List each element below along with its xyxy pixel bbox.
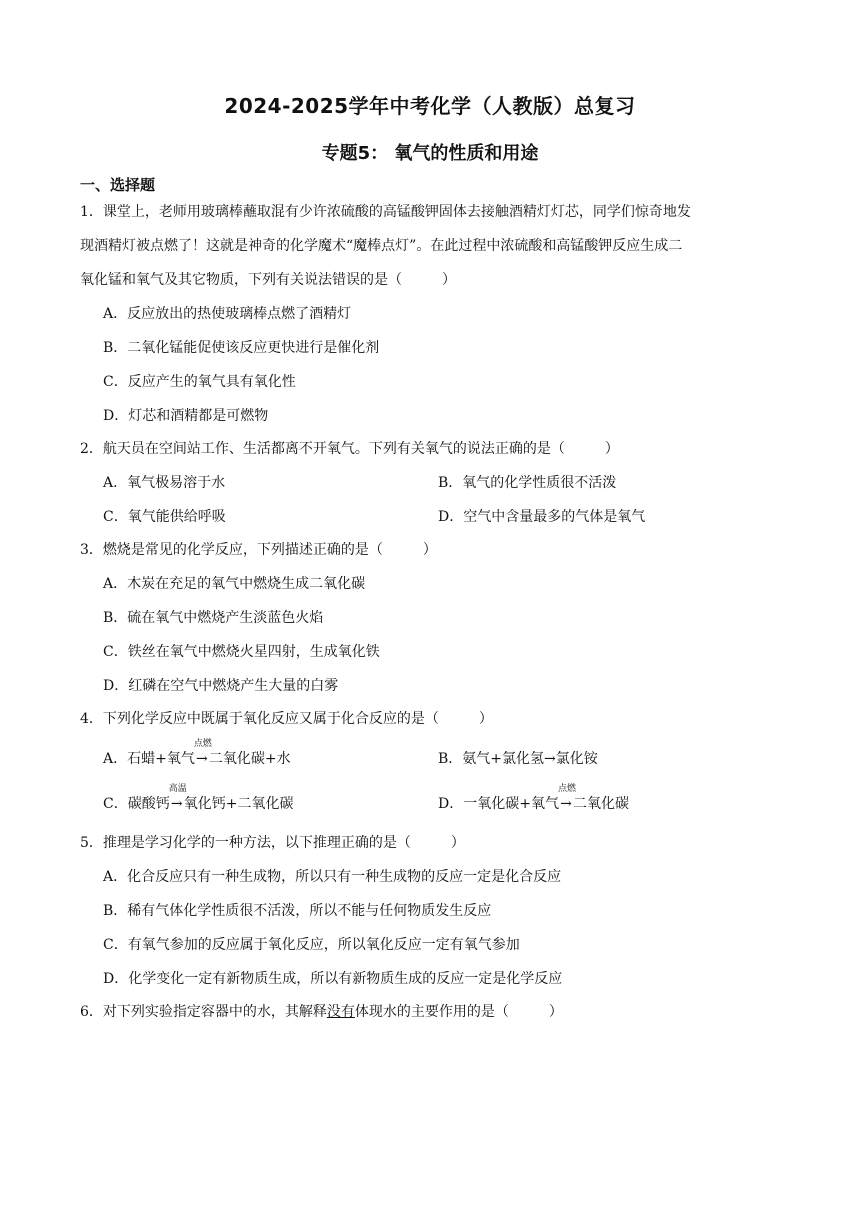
reaction-condition: 点燃 — [557, 784, 576, 794]
q4-a-reactants: A．石蜡+氧气 — [103, 751, 195, 767]
arrow-glyph: → — [560, 796, 572, 812]
q1-option-b: B．二氧化锰能促使该反应更快进行是催化剂 — [103, 340, 380, 356]
q3-option-a: A．木炭在充足的氧气中燃烧生成二氧化碳 — [103, 576, 366, 592]
q3-close-paren: ） — [422, 542, 437, 558]
q2-option-a: A．氧气极易溶于水 — [103, 475, 226, 491]
page-subtitle: 专题5： 氧气的性质和用途 — [321, 143, 539, 164]
q1-stem-line3 — [80, 270, 456, 290]
page-title: 2024-2025学年中考化学（人教版）总复习 — [224, 94, 636, 118]
q1-close-paren: ） — [442, 272, 456, 288]
q3-option-d: D．红磷在空气中燃烧产生大量的白雾 — [103, 678, 339, 694]
reaction-arrow — [193, 739, 212, 769]
q4-close-paren: ） — [478, 711, 493, 727]
arrow-glyph: → — [170, 796, 183, 812]
q3-stem-text: 3．燃烧是常见的化学反应，下列描述正确的是（ — [80, 542, 383, 558]
q2-option-c: C．氧气能供给呼吸 — [103, 509, 226, 525]
reaction-arrow — [168, 784, 187, 814]
q4-c-products: 氧化钙+二氧化碳 — [183, 796, 294, 812]
q4-d-products: 二氧化碳 — [572, 796, 629, 812]
q5-close-paren: ） — [450, 835, 465, 851]
q2-option-d: D．空气中含量最多的气体是氧气 — [438, 509, 646, 525]
q2-stem — [80, 439, 619, 459]
q3-option-c: C．铁丝在氧气中燃烧火星四射，生成氧化铁 — [103, 644, 380, 660]
q4-c-reactants: C．碳酸钙 — [103, 796, 170, 812]
q6-stem-text: 6．对下列实验指定容器中的水，其解释 — [80, 1004, 327, 1020]
q4-option-a — [103, 739, 291, 769]
reaction-condition: 高温 — [168, 784, 187, 794]
q6-stem-text-end: 体现水的主要作用的是（ — [354, 1004, 509, 1020]
q6-stem — [80, 1002, 563, 1022]
q5-stem — [80, 833, 465, 853]
q6-underlined-word: 没有 — [326, 1004, 355, 1020]
q4-a-products: 二氧化碳+水 — [208, 751, 291, 767]
q4-stem-text: 4．下列化学反应中既属于氧化反应又属于化合反应的是（ — [80, 711, 439, 727]
q3-stem — [80, 540, 437, 560]
q4-option-c — [103, 784, 294, 814]
q1-stem-line2: 现酒精灯被点燃了！这就是神奇的化学魔术“魔棒点灯”。在此过程中浓硫酸和高锰酸钾反应生成二 — [80, 238, 683, 254]
q4-option-d — [438, 784, 629, 814]
reaction-arrow — [557, 784, 576, 814]
q4-d-reactants: D．一氧化碳+氧气 — [438, 796, 559, 812]
q1-stem-line1: 1．课堂上，老师用玻璃棒蘸取混有少许浓硫酸的高锰酸钾固体去接触酒精灯灯芯，同学们惊奇地发 — [80, 204, 691, 220]
q2-stem-text: 2．航天员在空间站工作、生活都离不开氧气。下列有关氧气的说法正确的是（ — [80, 441, 565, 457]
q1-stem-text: 氧化锰和氧气及其它物质，下列有关说法错误的是（ — [80, 272, 402, 288]
q6-close-paren: ） — [548, 1004, 563, 1020]
q1-option-d: D．灯芯和酒精都是可燃物 — [103, 408, 269, 424]
reaction-condition: 点燃 — [193, 739, 212, 749]
section-heading: 一、选择题 — [80, 176, 156, 194]
q1-option-c: C．反应产生的氧气具有氧化性 — [103, 374, 296, 390]
q5-stem-text: 5．推理是学习化学的一种方法，以下推理正确的是（ — [80, 835, 411, 851]
q2-close-paren: ） — [604, 441, 619, 457]
q5-option-d: D．化学变化一定有新物质生成，所以有新物质生成的反应一定是化学反应 — [103, 971, 563, 987]
q2-option-b: B．氧气的化学性质很不活泼 — [438, 475, 617, 491]
arrow-glyph: → — [195, 751, 208, 767]
q5-option-c: C．有氧气参加的反应属于氧化反应，所以氧化反应一定有氧气参加 — [103, 937, 520, 953]
q3-option-b: B．硫在氧气中燃烧产生淡蓝色火焰 — [103, 610, 324, 626]
q1-option-a: A．反应放出的热使玻璃棒点燃了酒精灯 — [103, 306, 352, 322]
q5-option-b: B．稀有气体化学性质很不活泼，所以不能与任何物质发生反应 — [103, 903, 492, 919]
q4-option-b: B．氨气+氯化氢→氯化铵 — [438, 751, 598, 767]
q4-stem — [80, 709, 493, 729]
q5-option-a: A．化合反应只有一种生成物，所以只有一种生成物的反应一定是化合反应 — [103, 869, 562, 885]
